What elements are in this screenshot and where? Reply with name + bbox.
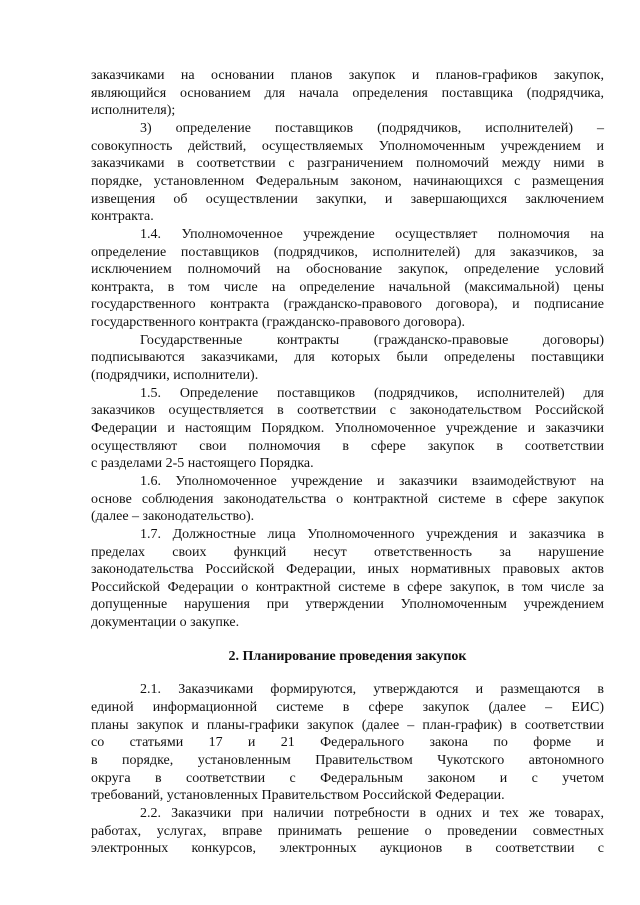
text-line: 1.4. Уполномоченное учреждение осуществляет полномочия на [140,227,604,242]
text-line: контракта. [91,209,154,224]
text-line: 2.1. Заказчиками формируются, утверждаются и размещаются в [140,682,604,697]
text-line: являющийся основанием для начала определения поставщика (подрядчика, [91,86,604,101]
text-line: порядке, установленном Федеральным законом, начинающихся с размещения [91,174,604,189]
text-line: пределах своих функций несут ответственность за нарушение [91,545,604,560]
text-line: планы закупок и планы-графики закупок (далее – план-график) в соответствии [91,718,604,733]
text-line: округа в соответствии с Федеральным законом и с учетом [91,771,604,786]
text-line: (далее – законодательство). [91,509,255,524]
section-heading: 2. Планирование проведения закупок [228,649,467,664]
text-line: 1.6. Уполномоченное учреждение и заказчики взаимодействуют на [140,474,604,489]
text-line: в порядке, установленным Правительством Чукотского автономного [91,753,604,768]
text-line: со статьями 17 и 21 Федерального закона по форме и [91,735,604,750]
text-line: электронных конкурсов, электронных аукционов в соответствии с [91,841,604,856]
text-line: Российской Федерации о контрактной системе в сфере закупок, в том числе за [91,580,604,595]
text-line: заказчиков осуществляется в соответствии с законодательством Российской [91,403,604,418]
text-line: исполнителя); [91,103,176,118]
text-line: основе соблюдения законодательства о контрактной системе в сфере закупок [91,492,604,507]
text-line: с разделами 2-5 настоящего Порядка. [91,456,314,471]
text-line: государственного контракта (гражданско-правового договора), и подписание [91,297,604,312]
text-line: осуществляют свои полномочия в сфере закупок в соответствии [91,439,604,454]
text-line: документации о закупке. [91,615,240,630]
text-line: заказчиками в соответствии с разграничением полномочий между ними в [91,156,604,171]
text-line: работах, услугах, вправе принимать решение о проведении совместных [91,824,604,839]
text-line: Федерации и настоящим Порядком. Уполномоченное учреждение и заказчики [91,421,604,436]
text-line: требований, установленных Правительством Российской Федерации. [91,788,505,803]
text-line: определение поставщиков (подрядчиков, исполнителей) для заказчиков, за [91,245,604,260]
text-line: 3) определение поставщиков (подрядчиков, исполнителей) – [140,121,604,136]
text-line: совокупность действий, осуществляемых Уполномоченным учреждением и [91,139,604,154]
text-line: Государственные контракты (гражданско-правовые договоры) [140,333,604,348]
text-line: 1.7. Должностные лица Уполномоченного учреждения и заказчика в [140,527,604,542]
text-line: допущенные нарушения при утверждении Уполномоченным учреждением [91,597,604,612]
text-line: подписываются заказчиками, для которых были определены поставщики [91,350,604,365]
text-line: законодательства Российской Федерации, иных нормативных правовых актов [91,562,604,577]
text-line: 2.2. Заказчики при наличии потребности в одних и тех же товарах, [140,806,604,821]
text-line: государственного контракта (гражданско-правового договора). [91,315,466,330]
text-line: единой информационной системе в сфере закупок (далее – ЕИС) [91,700,604,715]
text-line: извещения об осуществлении закупки, и завершающихся заключением [91,192,604,207]
text-line: контракта, в том числе на определение начальной (максимальной) цены [91,280,604,295]
text-line: заказчиками на основании планов закупок и планов-графиков закупок, [91,68,604,83]
text-line: исключением полномочий на обоснование закупок, определение условий [91,262,604,277]
text-line: 1.5. Определение поставщиков (подрядчиков, исполнителей) для [140,386,604,401]
text-line: (подрядчики, исполнители). [91,368,259,383]
